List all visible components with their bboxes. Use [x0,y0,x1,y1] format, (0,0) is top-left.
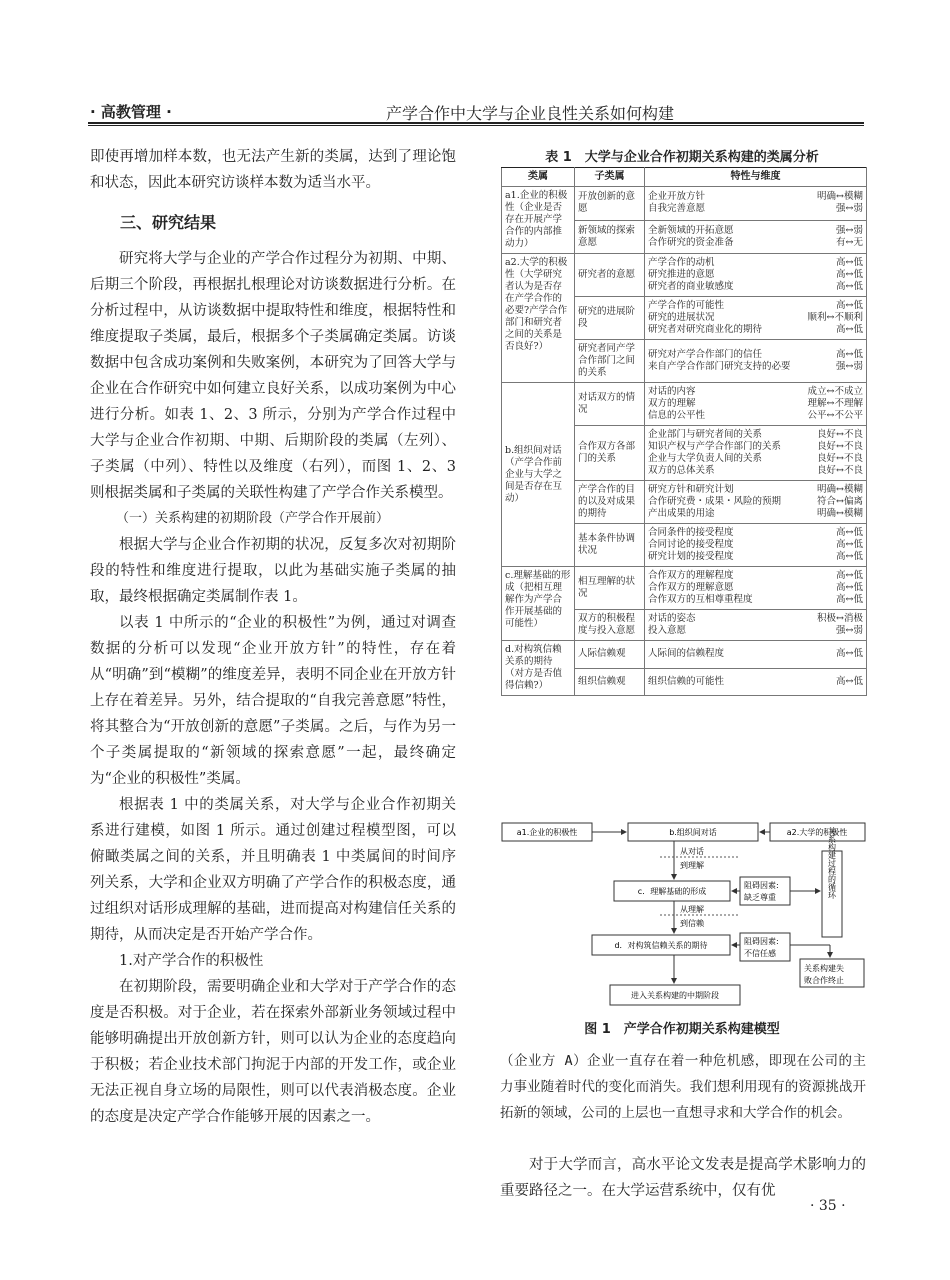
property-item [648,453,863,465]
dimension-text: 高↔低 [836,582,863,593]
subcategory-cell: 组织信赖观 [575,668,645,696]
node-a1-label: a1.企业的积极性 [516,828,578,837]
subcategory-cell: 新领域的探索意愿 [575,220,645,254]
node-d-label: d．对构筑信赖关系的期待 [614,941,708,950]
subcategory-cell: 相互理解的状况 [575,567,645,610]
property-cell [645,383,867,426]
table-caption: 表 1 大学与企业合作初期关系构建的类属分析 [545,150,819,165]
dimension-text: 强↔弱 [836,203,863,215]
fail-label: 关系构建失 [804,964,844,973]
property-item [648,203,863,215]
table-row [502,187,867,221]
transition-label: 到理解 [680,861,704,870]
property-item [648,191,863,203]
property-item [648,398,863,410]
category-table [501,167,867,696]
property-text: 双方的总体关系 [648,465,715,476]
dimension-text: 积极↔消极 [817,613,863,624]
dimension-text: 强↔弱 [836,625,863,636]
numbered-heading: 1.对产学合作的积极性 [119,953,264,969]
dimension-text: 高↔低 [836,539,863,550]
property-text: 全新领域的开拓意愿 [648,224,734,236]
paragraph: 在初期阶段，需要明确企业和大学对于产学合作的态度是否积极。对于企业，若在探索外部新业务领域过程中能够明确提出开放创新方针，则可以认为企业的态度趋向于积极；若企业技术部门拘泥于内部的开发工作，或企业无法正视自身立场的局限性，则可以代表消极态度。企业的态度是决定产学合作能够开展的因素之一。 [90,979,456,1125]
paragraph: 根据表 1 中的类属关系，对大学与企业合作初期关系进行建模，如图 1 所示。通过创建过程模型图，可以俯瞰类属之间的关系，并且明确表 1 中类属间的时间序列关系，大学和企业双方明确了产学合作的积极态度，通过组织对话形成理解的基础，进而提高对构建信任关系的期待，从而决定是否开始产学合作。 [90,797,456,943]
loop-label: 关系构建过程的循环 [827,827,837,899]
subcategory-cell: 产学合作的目的以及对成果的期待 [575,481,645,524]
category-cell: a1.企业的积极性（企业是否存在开展产学合作的内部推动力） [502,187,575,254]
property-text: 信息的公平性 [648,410,706,421]
dimension-text: 理解↔不理解 [807,398,863,409]
subcategory-cell: 对话双方的情况 [575,383,645,426]
subcategory-cell: 基本条件协调状况 [575,524,645,567]
category-cell: a2.大学的积极性（大学研究者认为是否存在产学合作的必要?产学合作部门和研究者之间的关系是否良好?） [502,254,575,383]
subcategory-cell: 人际信赖观 [575,641,645,669]
dimension-text: 高↔低 [836,349,863,360]
property-text: 人际间的信赖程度 [648,648,725,660]
property-item [648,613,863,625]
property-text: 合作研究的资金准备 [648,236,734,248]
dimension-text: 高↔低 [836,675,863,687]
property-item [648,582,863,594]
property-item [648,527,863,539]
property-text: 研究推进的意愿 [648,269,715,280]
dimension-text: 高↔低 [836,648,863,660]
dimension-text: 公平↔不公平 [807,410,863,421]
paragraph: 对于大学而言，高水平论文发表是提高学术影响力的重要路径之一。在大学运营系统中，仅有优 [500,1157,866,1199]
category-cell: c.理解基础的形成（把相互理解作为产学合作开展基础的可能性） [502,567,575,641]
subcategory-cell: 研究者同产学合作部门之间的关系 [575,340,645,383]
header-rule-thin [88,125,864,126]
obstacle-label: 缺乏尊重 [744,893,776,902]
property-cell [645,524,867,567]
table-row [502,567,867,610]
property-text: 自我完善意愿 [648,203,706,215]
property-text: 组织信赖的可能性 [648,675,725,687]
property-text: 来自产学合作部门研究支持的必要 [648,361,791,372]
property-cell [645,641,867,669]
property-item [648,484,863,496]
property-text: 研究对产学合作部门的信任 [648,349,763,360]
paragraph: 即使再增加样本数，也无法产生新的类属，达到了理论饱和状态，因此本研究访谈样本数为适当水平。 [90,149,456,191]
property-cell [645,426,867,481]
property-cell [645,254,867,297]
dimension-text: 高↔低 [836,269,863,280]
obstacle-label: 阻碍因素: [744,881,779,890]
property-text: 企业开放方针 [648,191,706,203]
dimension-text: 高↔低 [836,570,863,581]
property-item [648,539,863,551]
property-item [648,429,863,441]
fail-label: 败合作终止 [804,976,844,985]
property-text: 合同讨论的接受程度 [648,539,734,550]
property-item [648,300,863,312]
table-row [502,383,867,426]
dimension-text: 高↔低 [836,324,863,335]
subsection-heading: （一）关系构建的初期阶段（产学合作开展前） [116,511,390,526]
property-item [648,648,863,660]
dimension-text: 高↔低 [836,594,863,605]
property-item [648,257,863,269]
property-text: 投入意愿 [648,625,687,636]
property-item [648,312,863,324]
node-b-label: b.组织间对话 [669,828,717,837]
property-item [648,324,863,336]
property-text: 对话的内容 [648,386,696,397]
property-text: 企业部门与研究者间的关系 [648,429,763,440]
property-cell [645,610,867,641]
paragraph: 根据大学与企业合作初期的状况，反复多次对初期阶段的特性和维度进行提取，以此为基础实施子类属的抽取，最终根据确定类属制作表 1。 [90,537,456,605]
dimension-text: 良好↔不良 [817,429,863,440]
property-item [648,225,863,237]
dimension-text: 有↔无 [836,236,863,248]
figure-caption: 图 1 产学合作初期关系构建模型 [584,1022,780,1037]
section-heading: 三、研究结果 [120,213,217,232]
dimension-text: 成立↔不成立 [807,386,863,397]
dimension-text: 良好↔不良 [817,465,863,476]
dimension-text: 良好↔不良 [817,453,863,464]
table-row [502,641,867,669]
header-cell: 子类属 [575,168,645,187]
transition-label: 从理解 [680,905,704,914]
page-number: · 35 · [810,1198,846,1214]
property-text: 企业与大学负责人间的关系 [648,453,763,464]
dimension-text: 高↔低 [836,551,863,562]
table-row [502,254,867,297]
property-text: 研究计划的接受程度 [648,551,734,562]
dimension-text: 强↔弱 [836,224,863,236]
subcategory-cell: 研究者的意愿 [575,254,645,297]
property-text: 研究者的商业敏感度 [648,281,734,292]
property-cell [645,481,867,524]
property-text: 双方的理解 [648,398,696,409]
dimension-text: 高↔低 [836,257,863,268]
dimension-text: 高↔低 [836,281,863,292]
paragraph: 以表 1 中所示的“企业的积极性”为例，通过对调查数据的分析可以发现“企业开放方针”的特性，存在着从“明确”到“模糊”的维度差异，表明不同企业在开放方针上存在着差异。另外，结合提取的“自我完善意愿”特性，将其整合为“开放创新的意愿”子类属。之后，与作为另一个子类属提取的“新领域的探索意愿”一起，最终确定为“企业的积极性”类属。 [90,615,456,787]
dimension-text: 顺利↔不顺利 [807,312,863,323]
running-title: 产学合作中大学与企业良性关系如何构建 [385,104,674,123]
subcategory-cell: 双方的积极程度与投入意愿 [575,610,645,641]
left-column [90,144,456,1130]
property-text: 产出成果的用途 [648,508,715,519]
property-item [648,237,863,249]
property-text: 产学合作的动机 [648,257,715,268]
property-item [648,465,863,477]
property-text: 研究者对研究商业化的期待 [648,324,763,335]
property-cell [645,220,867,254]
dimension-text: 良好↔不良 [817,441,863,452]
property-cell [645,567,867,610]
category-cell: b.组织间对话（产学合作前企业与大学之间是否存在互动） [502,383,575,567]
subcategory-cell: 开放创新的意愿 [575,187,645,221]
property-item [648,551,863,563]
category-cell: d.对构筑信赖关系的期待（对方是否值得信赖?） [502,641,575,696]
property-cell [645,668,867,696]
subcategory-cell: 合作双方各部门的关系 [575,426,645,481]
dimension-text: 高↔低 [836,300,863,311]
property-cell [645,297,867,340]
dimension-text: 强↔弱 [836,361,863,372]
dimension-text: 明确↔模糊 [817,508,863,519]
property-item [648,508,863,520]
journal-section: · 高教管理 · [90,103,172,121]
property-text: 对话的姿态 [648,613,696,624]
property-text: 合作研究费・成果・风险的预期 [648,496,782,507]
table-header-row [502,168,867,187]
property-item [648,349,863,361]
property-cell [645,187,867,221]
property-item [648,361,863,373]
property-item [648,676,863,688]
dimension-text: 符合↔偏离 [817,496,863,507]
property-text: 产学合作的可能性 [648,300,725,311]
dimension-text: 明确↔模糊 [817,484,863,495]
property-item [648,625,863,637]
property-item [648,570,863,582]
property-item [648,496,863,508]
next-phase-label: 进入关系构建的中期阶段 [631,991,719,1000]
header-rule [88,122,864,124]
obstacle-label: 阻碍因素: [744,937,779,946]
paragraph: 研究将大学与企业的产学合作过程分为初期、中期、后期三个阶段，再根据扎根理论对访谈数据进行分析。在分析过程中，从访谈数据中提取特性和维度，根据特性和维度提取子类属，最后，根据多个子类属确定类属。访谈数据中包含成功案例和失败案例，本研究为了回答大学与企业在合作研究中如何建立良好关系，以成功案例为中心进行分析。如表 1、2、3 所示，分别为产学合作过程中大学与企业合作初期、中期、后期阶段的类属（左列）、子类属（中列）、特性以及维度（右列），而图 1、2、3 则根据类属和子类属的关联性构建了产学合作关系模型。 [90,251,456,501]
property-text: 研究的进展状况 [648,312,715,323]
node-a2-label: a2.大学的积极性 [786,828,848,837]
property-text: 合同条件的接受程度 [648,527,734,538]
property-item [648,441,863,453]
header-cell: 特性与维度 [645,168,867,187]
obstacle-label: 不信任感 [744,949,776,958]
property-item [648,594,863,606]
property-item [648,281,863,293]
node-c-label: c．理解基础的形成 [637,887,707,896]
transition-label: 从对话 [680,847,704,856]
relationship-model-diagram [500,815,868,1010]
property-item [648,269,863,281]
subcategory-cell: 研究的进展阶段 [575,297,645,340]
property-text: 合作双方的理解程度 [648,570,734,581]
property-text: 合作双方的互相尊重程度 [648,594,753,605]
interview-quote: （企业方 A）企业一直存在着一种危机感，即现在公司的主力事业随着时代的变化而消失。我们想利用现有的资源挑战开拓新的领域，公司的上层也一直想寻求和大学合作的机会。 [500,1053,866,1121]
property-item [648,410,863,422]
property-text: 知识产权与产学合作部门的关系 [648,441,782,452]
header-cell: 类属 [502,168,575,187]
property-item [648,386,863,398]
dimension-text: 明确↔模糊 [817,191,863,203]
property-cell [645,340,867,383]
transition-label: 到信赖 [680,919,704,928]
property-text: 研究方针和研究计划 [648,484,734,495]
property-text: 合作双方的理解意愿 [648,582,734,593]
dimension-text: 高↔低 [836,527,863,538]
